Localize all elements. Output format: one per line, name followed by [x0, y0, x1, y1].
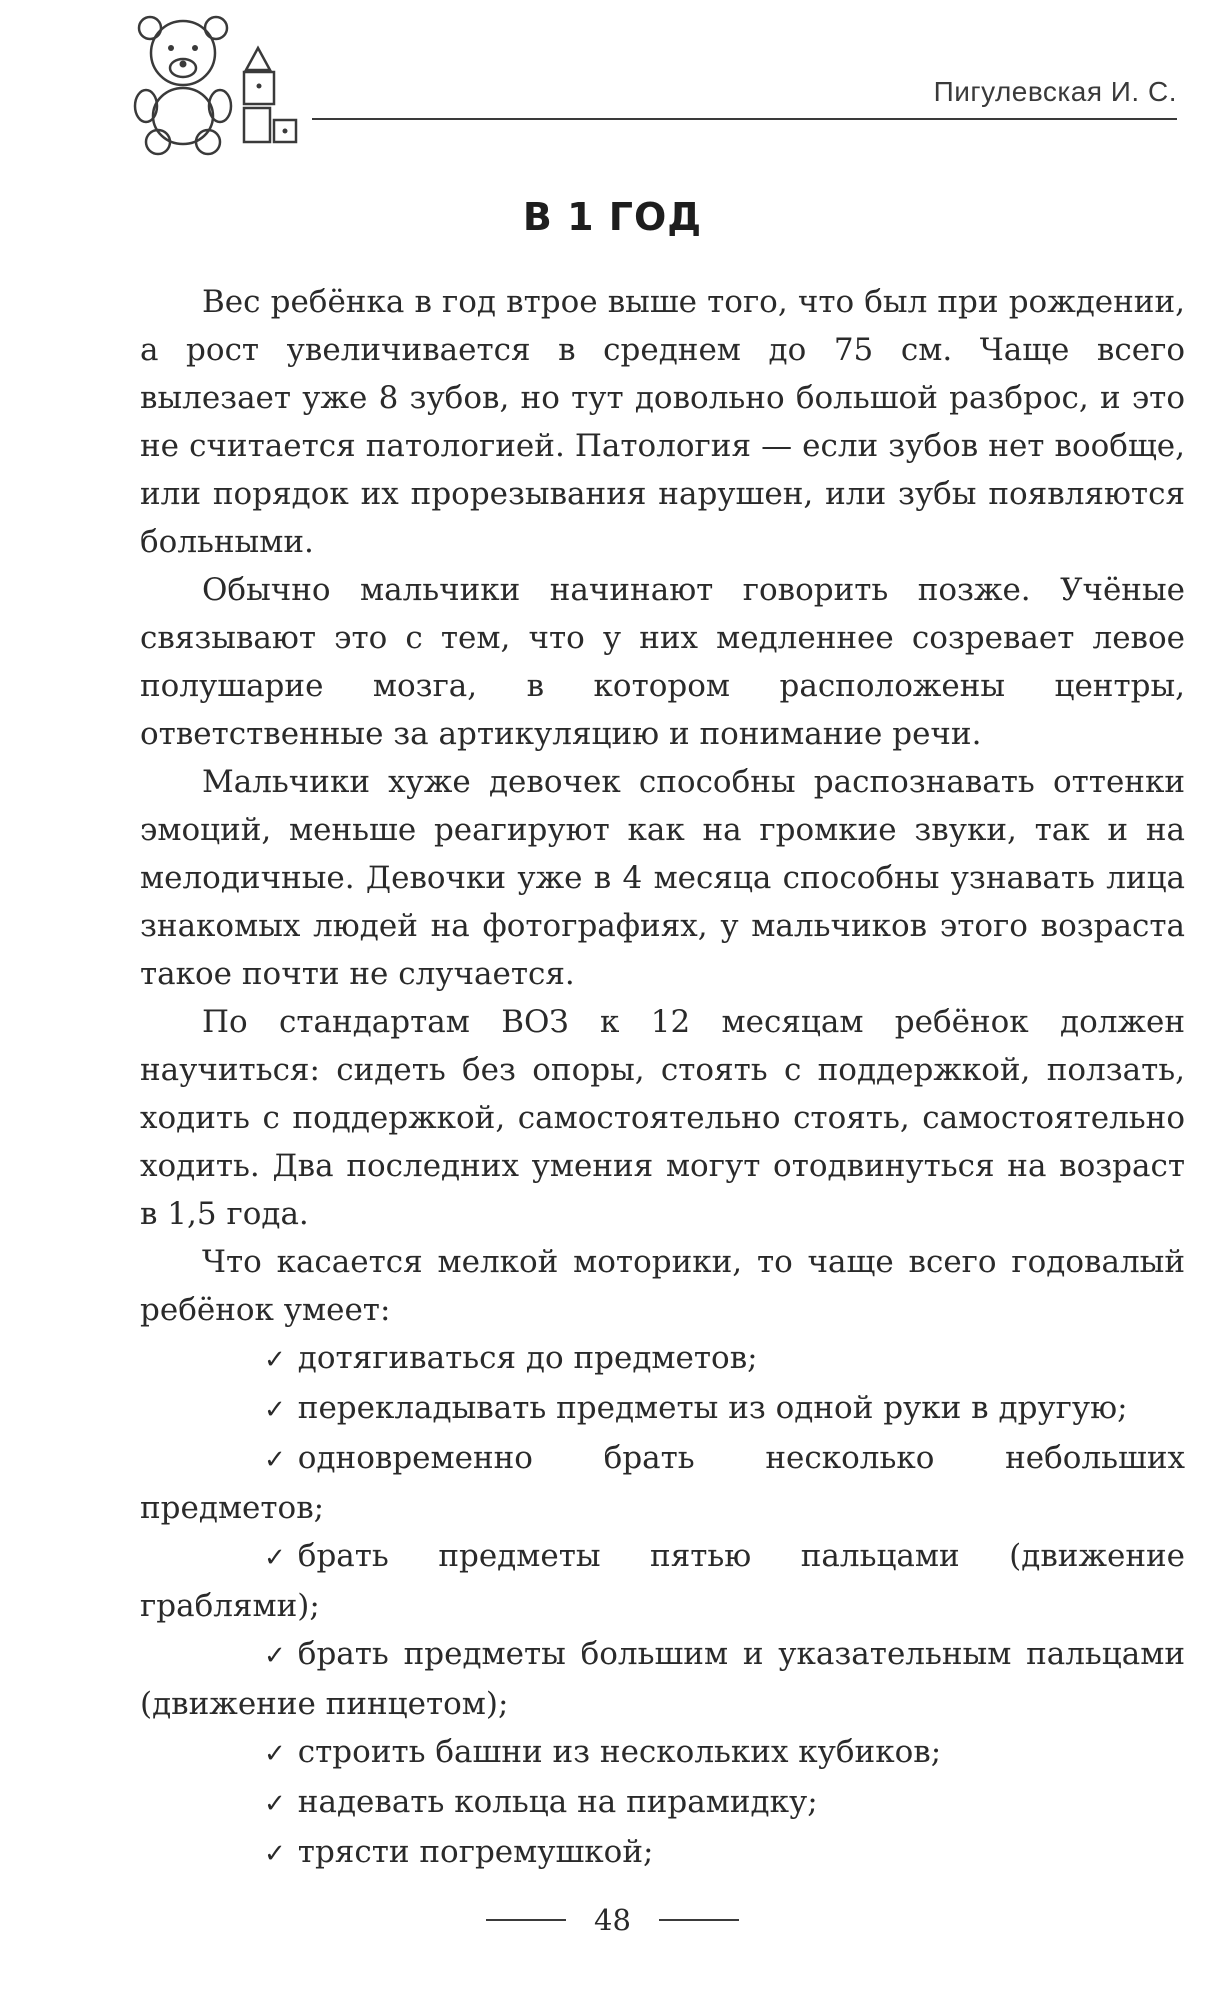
body-text	[140, 278, 1185, 1878]
list-item	[140, 1630, 1185, 1728]
paragraph: Мальчики хуже девочек способны распознавать оттенки эмоций, меньше реагируют как на громкие звуки, так и на мелодичные. Девочки уже в 4 месяца способны узнавать лица знакомых людей на фотографиях, у мальчиков этого возраста такое почти не случается.	[140, 764, 1185, 992]
list-item	[140, 1828, 1185, 1878]
list-item-text: перекладывать предметы из одной руки в другую;	[297, 1390, 1128, 1426]
page-number: 48	[594, 1903, 631, 1937]
paragraph: По стандартам ВОЗ к 12 месяцам ребёнок должен научиться: сидеть без опоры, стоять с поддержкой, ползать, ходить с поддержкой, самостоятельно стоять, самостоятельно ходить. Два последних умения могут отодвинуться на возраст в 1,5 года.	[140, 1004, 1185, 1232]
list-item-text: дотягиваться до предметов;	[297, 1340, 758, 1376]
list-item	[140, 1434, 1185, 1532]
footer-rule-right	[659, 1919, 739, 1921]
teddy-bear-logo-icon	[128, 8, 308, 158]
list-item-text: брать предметы пятью пальцами (движение граблями);	[140, 1538, 1185, 1624]
checkmark-icon: ✓	[264, 1445, 286, 1475]
chapter-title: В 1 ГОД	[522, 195, 703, 240]
header-rule	[312, 118, 1177, 120]
list-item-text: трясти погремушкой;	[297, 1834, 654, 1870]
checkmark-icon: ✓	[264, 1395, 286, 1425]
checkmark-icon: ✓	[264, 1739, 286, 1769]
list-item	[140, 1778, 1185, 1828]
list-item	[140, 1532, 1185, 1630]
list-item	[140, 1384, 1185, 1434]
list-item-text: одновременно брать несколько небольших предметов;	[140, 1440, 1185, 1526]
paragraph: Обычно мальчики начинают говорить позже. Учёные связывают это с тем, что у них медленнее созревает левое полушарие мозга, в котором расположены центры, ответственные за артикуляцию и понимание речи.	[140, 572, 1185, 752]
paragraph: Что касается мелкой моторики, то чаще всего годовалый ребёнок умеет:	[140, 1244, 1185, 1328]
checkmark-icon: ✓	[264, 1345, 286, 1375]
checkmark-icon: ✓	[264, 1543, 286, 1573]
list-item	[140, 1728, 1185, 1778]
page-footer	[0, 1900, 1225, 1940]
list-item-text: надевать кольца на пирамидку;	[297, 1784, 818, 1820]
paragraph: Вес ребёнка в год втрое выше того, что был при рождении, а рост увеличивается в среднем до 75 см. Чаще всего вылезает уже 8 зубов, но тут довольно большой разброс, и это не считается патологией. Патология — если зубов нет вообще, или порядок их прорезывания нарушен, или зубы появляются больными.	[140, 284, 1185, 560]
footer-rule-left	[486, 1919, 566, 1921]
checkmark-icon: ✓	[264, 1789, 286, 1819]
checkmark-icon: ✓	[264, 1641, 286, 1671]
running-header-author: Пигулевская И. С.	[933, 76, 1177, 107]
list-item-text: брать предметы большим и указательным пальцами (движение пинцетом);	[140, 1636, 1185, 1722]
list-item-text: строить башни из нескольких кубиков;	[297, 1734, 942, 1770]
list-item	[140, 1334, 1185, 1384]
checkmark-icon: ✓	[264, 1839, 286, 1869]
